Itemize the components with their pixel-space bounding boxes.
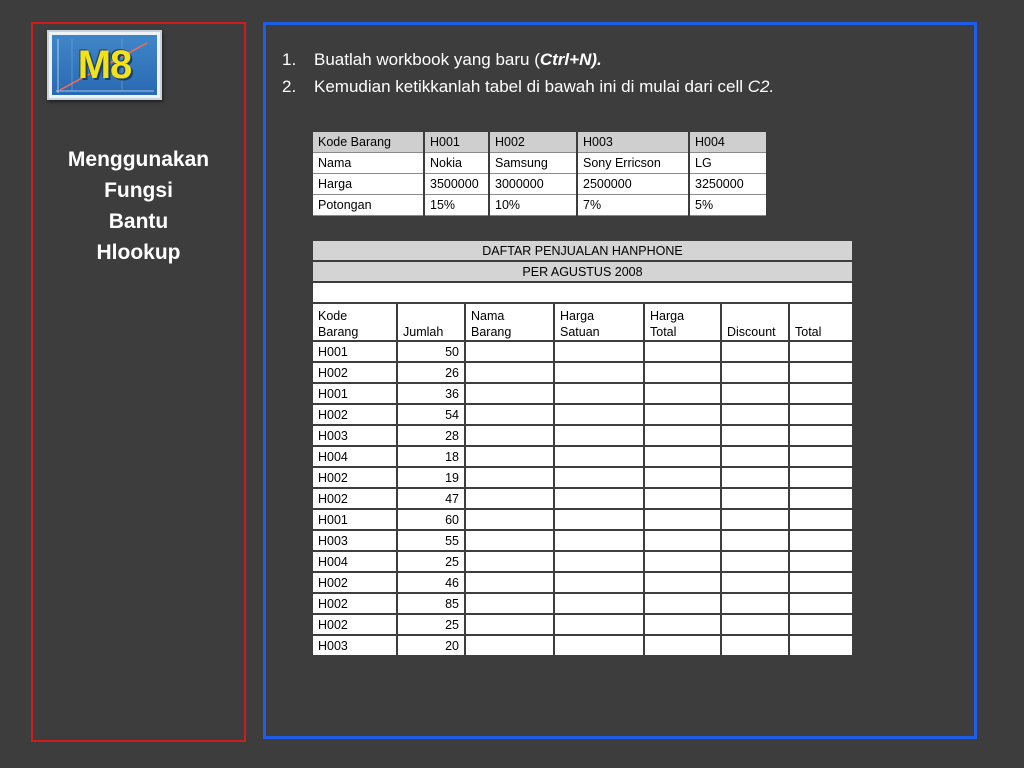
instruction-text: Kemudian ketikkanlah tabel di bawah ini di mulai dari cell bbox=[314, 77, 748, 96]
sales-cell[interactable]: 26 bbox=[397, 362, 465, 383]
instruction-item bbox=[282, 46, 774, 73]
sales-cell[interactable] bbox=[465, 593, 554, 614]
lookup-cell[interactable]: 3500000 bbox=[424, 174, 489, 195]
sales-cell[interactable] bbox=[554, 635, 644, 656]
lookup-cell[interactable]: Samsung bbox=[489, 153, 577, 174]
sales-cell[interactable]: 20 bbox=[397, 635, 465, 656]
sales-cell[interactable] bbox=[721, 362, 789, 383]
sales-cell[interactable] bbox=[465, 488, 554, 509]
left-panel bbox=[31, 22, 246, 742]
sales-header-line: Nama bbox=[471, 309, 505, 323]
sales-header-line: Harga bbox=[650, 309, 685, 323]
sales-cell[interactable]: 25 bbox=[397, 614, 465, 635]
sales-cell[interactable]: 50 bbox=[397, 341, 465, 362]
sales-header-line: Discount bbox=[727, 325, 776, 339]
sales-cell[interactable] bbox=[644, 614, 721, 635]
sales-header-line: Jumlah bbox=[403, 325, 444, 339]
sales-cell[interactable] bbox=[554, 341, 644, 362]
lookup-cell[interactable]: 7% bbox=[577, 195, 689, 216]
sales-cell[interactable]: H004 bbox=[313, 551, 397, 572]
sales-cell[interactable] bbox=[644, 551, 721, 572]
sales-cell[interactable]: H001 bbox=[313, 341, 397, 362]
logo-text: M8 bbox=[77, 43, 132, 87]
sales-cell[interactable] bbox=[465, 425, 554, 446]
lookup-cell[interactable]: LG bbox=[689, 153, 766, 174]
sales-cell[interactable] bbox=[789, 593, 852, 614]
sales-table-subtitle: PER AGUSTUS 2008 bbox=[313, 261, 852, 282]
sales-cell[interactable] bbox=[465, 509, 554, 530]
blank-row bbox=[313, 282, 852, 303]
sales-cell[interactable]: 85 bbox=[397, 593, 465, 614]
sales-cell[interactable]: 60 bbox=[397, 509, 465, 530]
lookup-cell[interactable]: H003 bbox=[577, 131, 689, 153]
sales-cell[interactable] bbox=[554, 446, 644, 467]
sales-cell[interactable]: H002 bbox=[313, 467, 397, 488]
sales-header-line: Barang bbox=[318, 325, 359, 339]
sales-cell[interactable] bbox=[644, 341, 721, 362]
sales-row bbox=[313, 509, 852, 530]
sales-cell[interactable] bbox=[644, 509, 721, 530]
sales-cell[interactable]: H001 bbox=[313, 383, 397, 404]
sales-cell[interactable] bbox=[644, 404, 721, 425]
sales-cell[interactable]: 36 bbox=[397, 383, 465, 404]
sales-cell[interactable]: 55 bbox=[397, 530, 465, 551]
sales-cell[interactable] bbox=[789, 509, 852, 530]
sales-cell[interactable]: 18 bbox=[397, 446, 465, 467]
sales-cell[interactable] bbox=[789, 362, 852, 383]
sales-cell[interactable] bbox=[721, 404, 789, 425]
sales-cell[interactable] bbox=[465, 572, 554, 593]
sales-cell[interactable] bbox=[644, 488, 721, 509]
sales-cell[interactable] bbox=[554, 467, 644, 488]
sales-cell[interactable] bbox=[721, 446, 789, 467]
sales-cell[interactable] bbox=[721, 635, 789, 656]
sales-header-line: Satuan bbox=[560, 325, 600, 339]
sales-cell[interactable] bbox=[465, 551, 554, 572]
sales-row bbox=[313, 572, 852, 593]
lookup-cell[interactable]: 10% bbox=[489, 195, 577, 216]
sales-cell[interactable] bbox=[789, 530, 852, 551]
sales-cell[interactable] bbox=[789, 488, 852, 509]
lookup-cell[interactable]: 15% bbox=[424, 195, 489, 216]
sales-cell[interactable]: H002 bbox=[313, 572, 397, 593]
sales-cell[interactable] bbox=[644, 425, 721, 446]
sales-row bbox=[313, 362, 852, 383]
lookup-row bbox=[313, 153, 766, 174]
sales-cell[interactable] bbox=[644, 635, 721, 656]
sales-cell[interactable] bbox=[554, 425, 644, 446]
sales-cell[interactable] bbox=[465, 614, 554, 635]
lookup-cell[interactable]: Potongan bbox=[313, 195, 424, 216]
sales-header-cell bbox=[644, 303, 721, 341]
sales-header-line bbox=[795, 308, 847, 324]
sales-cell[interactable]: H002 bbox=[313, 614, 397, 635]
sales-header-line bbox=[403, 308, 459, 324]
sales-cell[interactable] bbox=[465, 404, 554, 425]
sales-cell[interactable]: 47 bbox=[397, 488, 465, 509]
sales-cell[interactable] bbox=[465, 467, 554, 488]
sales-cell[interactable] bbox=[721, 425, 789, 446]
lookup-row bbox=[313, 174, 766, 195]
sales-cell[interactable] bbox=[465, 341, 554, 362]
instructions-list bbox=[282, 46, 774, 100]
sales-cell[interactable] bbox=[789, 614, 852, 635]
sales-cell[interactable]: H001 bbox=[313, 509, 397, 530]
sales-cell[interactable] bbox=[721, 572, 789, 593]
sales-cell[interactable]: 19 bbox=[397, 467, 465, 488]
sales-cell[interactable]: H002 bbox=[313, 362, 397, 383]
lookup-cell[interactable]: 3000000 bbox=[489, 174, 577, 195]
instruction-item bbox=[282, 73, 774, 100]
sales-cell[interactable] bbox=[721, 551, 789, 572]
side-title-line: Hlookup bbox=[96, 241, 181, 264]
sales-row bbox=[313, 488, 852, 509]
sales-row bbox=[313, 446, 852, 467]
sales-header-cell bbox=[554, 303, 644, 341]
sales-header-line: Barang bbox=[471, 325, 512, 339]
sales-cell[interactable]: H002 bbox=[313, 593, 397, 614]
sales-cell[interactable] bbox=[789, 572, 852, 593]
sales-cell[interactable] bbox=[789, 635, 852, 656]
sales-header-line: Kode bbox=[318, 309, 348, 323]
instruction-shortcut: Ctrl+N). bbox=[539, 50, 602, 69]
sales-header-cell bbox=[789, 303, 852, 341]
sales-cell[interactable] bbox=[554, 488, 644, 509]
sales-row bbox=[313, 614, 852, 635]
lookup-cell[interactable]: 2500000 bbox=[577, 174, 689, 195]
sales-cell[interactable]: H003 bbox=[313, 530, 397, 551]
sales-cell[interactable] bbox=[721, 509, 789, 530]
lookup-cell[interactable]: H002 bbox=[489, 131, 577, 153]
sales-cell[interactable] bbox=[554, 383, 644, 404]
sales-header-line: Total bbox=[650, 325, 677, 339]
sales-cell[interactable] bbox=[465, 362, 554, 383]
sales-cell[interactable] bbox=[644, 383, 721, 404]
sales-cell[interactable] bbox=[789, 446, 852, 467]
sales-cell[interactable] bbox=[554, 551, 644, 572]
sales-row bbox=[313, 551, 852, 572]
sales-table-title: DAFTAR PENJUALAN HANPHONE bbox=[313, 241, 852, 261]
sales-cell[interactable]: 46 bbox=[397, 572, 465, 593]
sales-cell[interactable] bbox=[721, 467, 789, 488]
sales-cell[interactable] bbox=[554, 404, 644, 425]
lookup-cell[interactable]: Nama bbox=[313, 153, 424, 174]
sales-cell[interactable]: H002 bbox=[313, 404, 397, 425]
sales-cell[interactable] bbox=[789, 404, 852, 425]
lookup-cell[interactable]: Nokia bbox=[424, 153, 489, 174]
sales-header-cell bbox=[721, 303, 789, 341]
sales-cell[interactable] bbox=[721, 614, 789, 635]
sales-row bbox=[313, 467, 852, 488]
sales-row bbox=[313, 593, 852, 614]
sales-cell[interactable] bbox=[644, 362, 721, 383]
sales-row bbox=[313, 635, 852, 656]
sales-header-line bbox=[727, 308, 783, 324]
side-title bbox=[33, 144, 244, 268]
sales-cell[interactable] bbox=[721, 530, 789, 551]
sales-row bbox=[313, 404, 852, 425]
sales-row bbox=[313, 341, 852, 362]
sales-cell[interactable] bbox=[554, 509, 644, 530]
sales-cell[interactable]: H004 bbox=[313, 446, 397, 467]
sales-cell[interactable] bbox=[644, 530, 721, 551]
sales-cell[interactable] bbox=[644, 467, 721, 488]
sales-cell[interactable]: H002 bbox=[313, 488, 397, 509]
sales-cell[interactable]: H003 bbox=[313, 425, 397, 446]
side-title-line: Menggunakan bbox=[67, 148, 210, 171]
lookup-row bbox=[313, 195, 766, 216]
sales-cell[interactable] bbox=[644, 572, 721, 593]
sales-cell[interactable]: 25 bbox=[397, 551, 465, 572]
lookup-cell[interactable]: 5% bbox=[689, 195, 766, 216]
sales-cell[interactable] bbox=[789, 341, 852, 362]
lookup-cell[interactable]: Sony Erricson bbox=[577, 153, 689, 174]
sales-cell[interactable] bbox=[465, 530, 554, 551]
lookup-cell[interactable]: Harga bbox=[313, 174, 424, 195]
lookup-table bbox=[313, 130, 766, 216]
sales-cell[interactable] bbox=[554, 572, 644, 593]
instruction-cell-ref: C2. bbox=[747, 77, 775, 96]
sales-row bbox=[313, 530, 852, 551]
sales-cell[interactable] bbox=[789, 551, 852, 572]
sales-cell[interactable]: 28 bbox=[397, 425, 465, 446]
sales-row bbox=[313, 425, 852, 446]
side-title-line: Fungsi bbox=[104, 179, 173, 202]
sales-cell[interactable] bbox=[465, 635, 554, 656]
sales-header-cell bbox=[313, 303, 397, 341]
instruction-text: Buatlah workbook yang baru ( bbox=[314, 50, 540, 69]
sales-cell[interactable] bbox=[465, 383, 554, 404]
sales-header-cell bbox=[465, 303, 554, 341]
sales-cell[interactable] bbox=[554, 530, 644, 551]
sales-cell[interactable] bbox=[789, 383, 852, 404]
sales-header-line: Total bbox=[795, 325, 822, 339]
lookup-row bbox=[313, 131, 766, 153]
sales-cell[interactable] bbox=[554, 593, 644, 614]
sales-header-line: Harga bbox=[560, 309, 595, 323]
sales-cell[interactable] bbox=[465, 446, 554, 467]
instruction-number: 2. bbox=[282, 77, 297, 96]
sales-header-row bbox=[313, 303, 852, 341]
sales-cell[interactable] bbox=[721, 488, 789, 509]
sales-cell[interactable] bbox=[644, 446, 721, 467]
sales-cell[interactable] bbox=[554, 614, 644, 635]
instruction-number: 1. bbox=[282, 50, 297, 69]
sales-cell[interactable] bbox=[721, 593, 789, 614]
side-title-line: Bantu bbox=[108, 210, 169, 233]
sales-cell[interactable] bbox=[789, 425, 852, 446]
sales-header-cell bbox=[397, 303, 465, 341]
lookup-cell[interactable]: H004 bbox=[689, 131, 766, 153]
lookup-cell[interactable]: Kode Barang bbox=[313, 131, 424, 153]
sales-row bbox=[313, 383, 852, 404]
sales-cell[interactable] bbox=[789, 467, 852, 488]
sales-cell[interactable] bbox=[721, 341, 789, 362]
sales-cell[interactable] bbox=[644, 593, 721, 614]
sales-table bbox=[313, 241, 852, 657]
m8-logo bbox=[47, 30, 162, 100]
lookup-cell[interactable]: 3250000 bbox=[689, 174, 766, 195]
sales-cell[interactable] bbox=[721, 383, 789, 404]
sales-cell[interactable]: 54 bbox=[397, 404, 465, 425]
sales-cell[interactable] bbox=[554, 362, 644, 383]
sales-cell[interactable]: H003 bbox=[313, 635, 397, 656]
lookup-cell[interactable]: H001 bbox=[424, 131, 489, 153]
